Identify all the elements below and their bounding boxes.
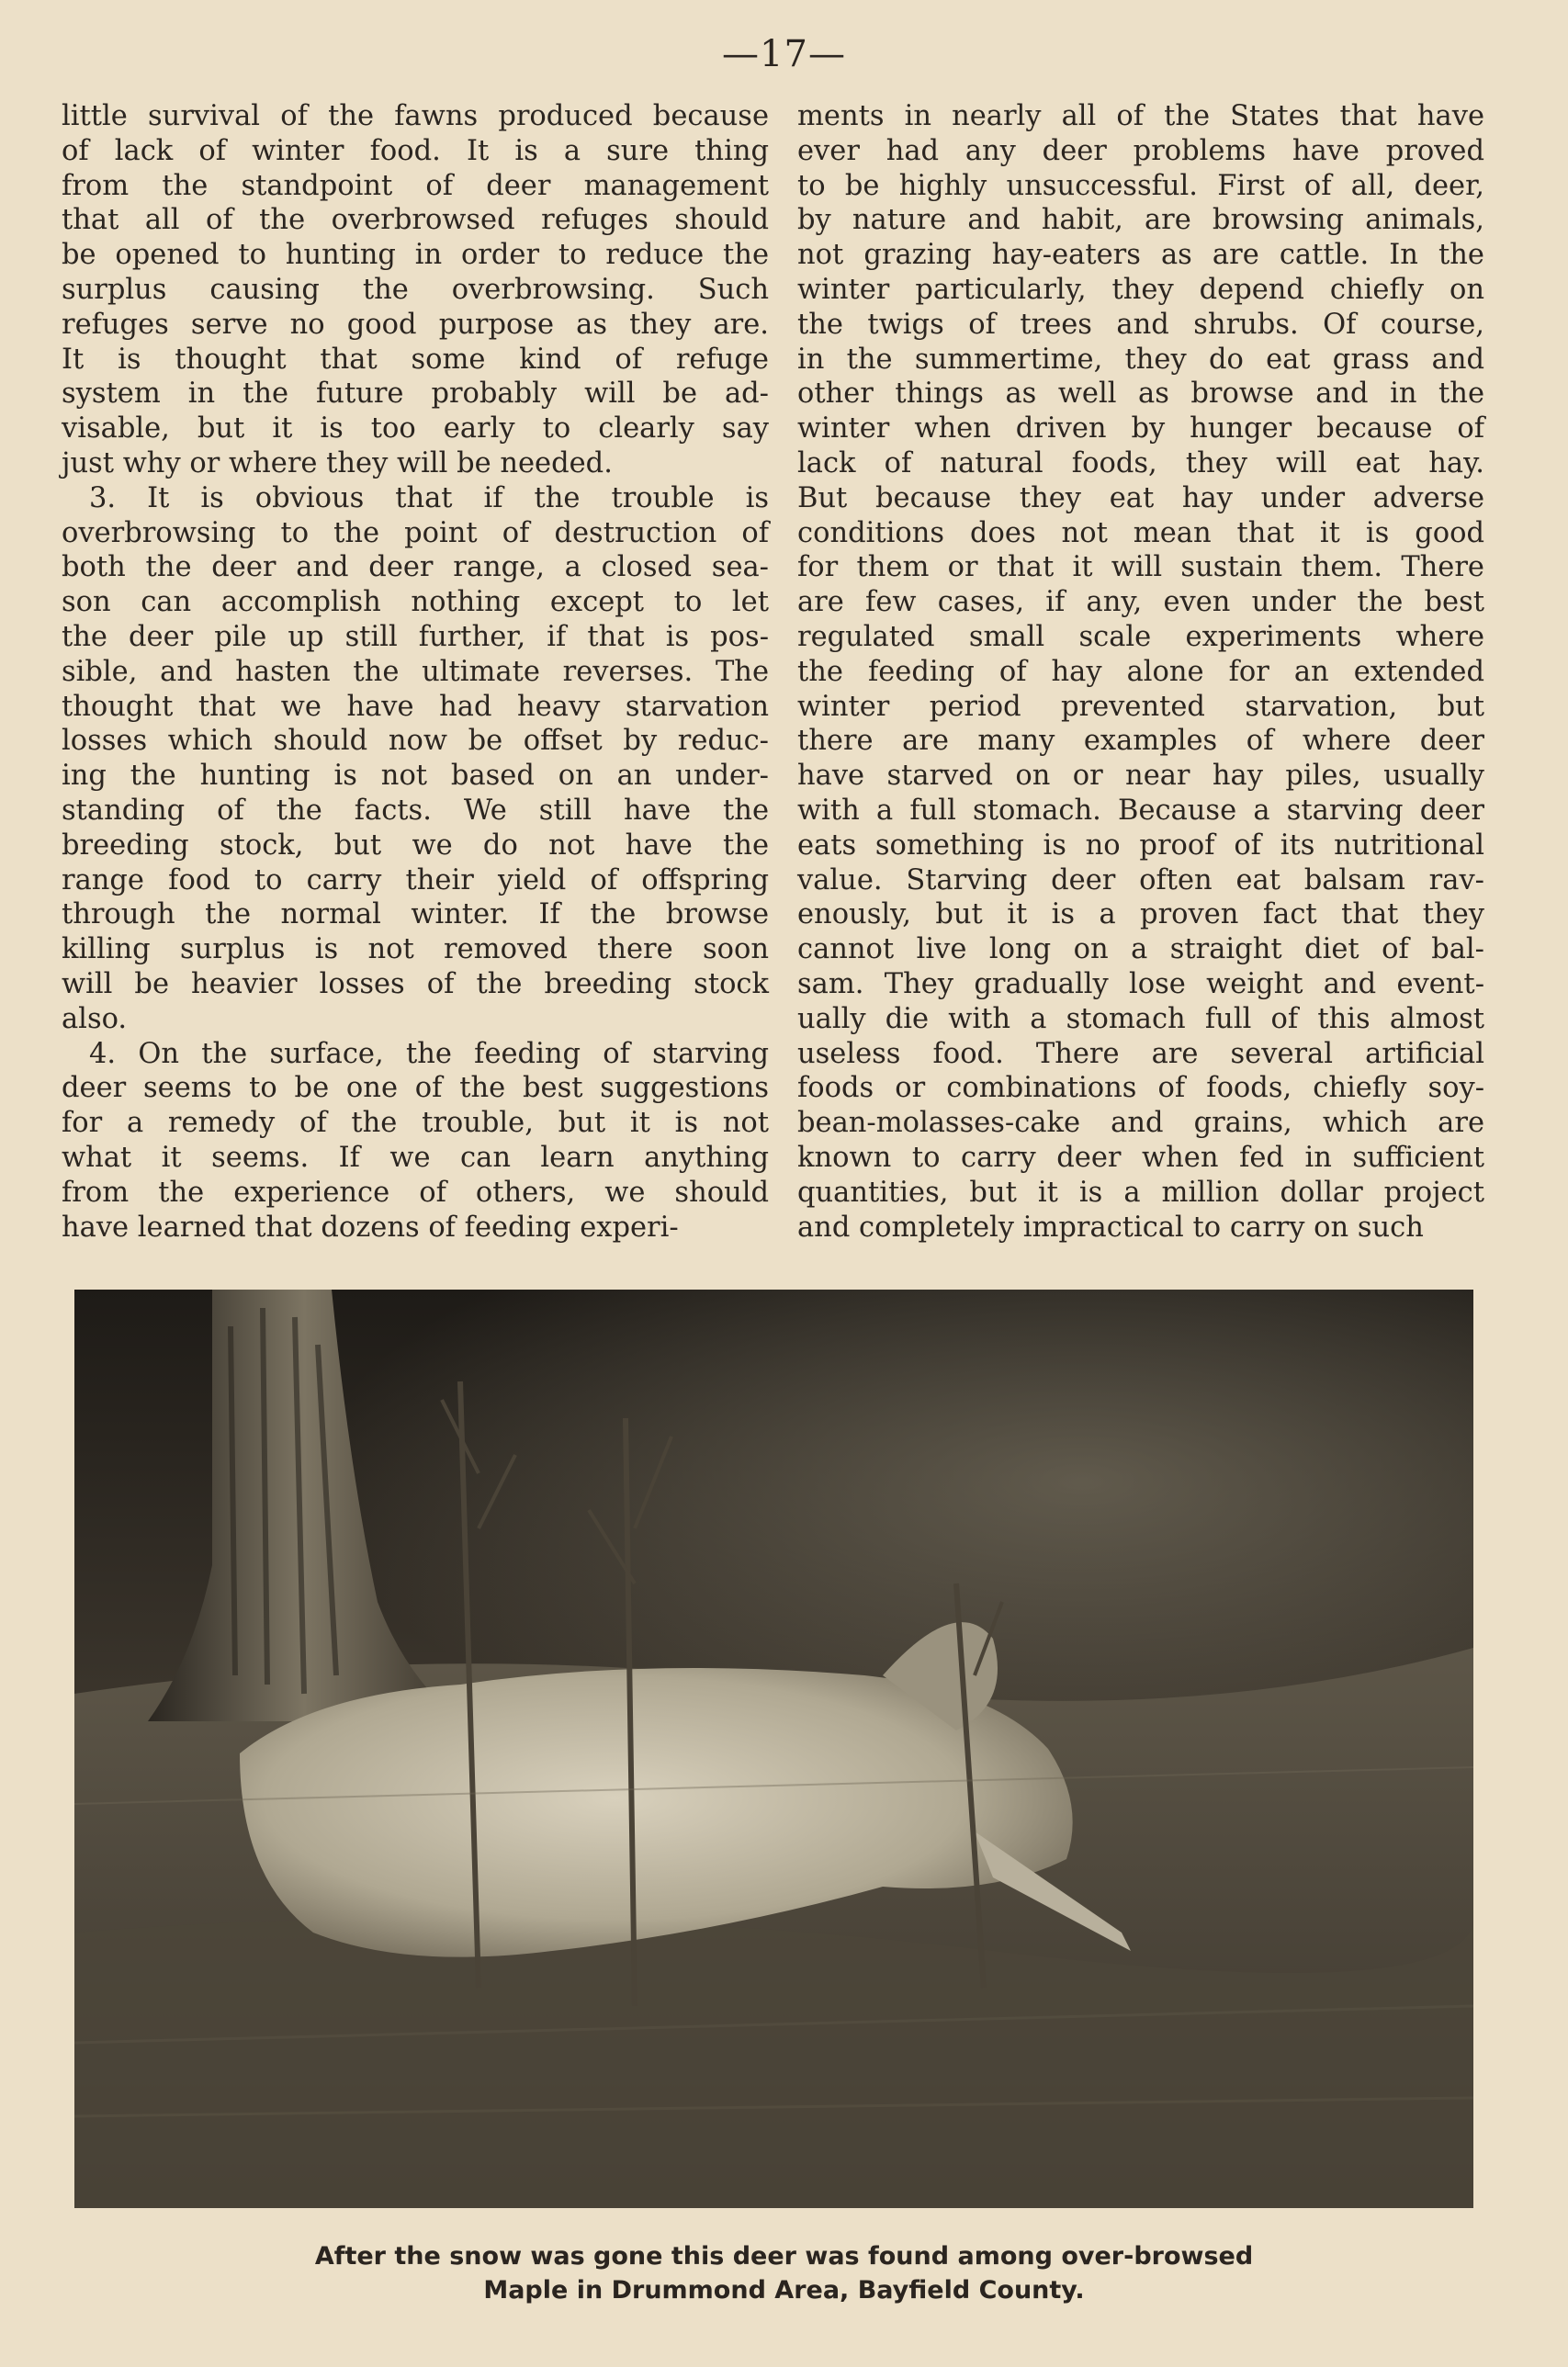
text-line: will be heavier losses of the breeding stock: [62, 967, 769, 1000]
caption-line-2: Maple in Drummond Area, Bayfield County.: [483, 2276, 1085, 2305]
text-line: through the normal winter. If the browse: [62, 898, 769, 931]
text-line: eats something is no proof of its nutritional: [797, 828, 1484, 862]
deer-photograph: [74, 1290, 1473, 2208]
text-line: from the experience of others, we should: [62, 1176, 769, 1209]
text-line: overbrowsing to the point of destruction of: [62, 516, 769, 549]
text-line: conditions does not mean that it is good: [797, 516, 1484, 549]
text-line: to be highly unsuccessful. First of all, deer,: [797, 169, 1484, 202]
text-line: are few cases, if any, even under the best: [797, 586, 1484, 619]
text-line: the deer pile up still further, if that is pos-: [62, 620, 769, 653]
text-line: useless food. There are several artificial: [797, 1037, 1484, 1070]
text-line: losses which should now be offset by reduc-: [62, 725, 769, 758]
text-line: ually die with a stomach full of this almost: [797, 1002, 1484, 1035]
text-line: winter period prevented starvation, but: [797, 690, 1484, 723]
text-line: sam. They gradually lose weight and event-: [797, 967, 1484, 1000]
text-line: of lack of winter food. It is a sure thing: [62, 134, 769, 167]
text-line: standing of the facts. We still have the: [62, 794, 769, 827]
text-line: have starved on or near hay piles, usually: [797, 760, 1484, 793]
text-line: winter when driven by hunger because of: [797, 412, 1484, 445]
text-line: be opened to hunting in order to reduce the: [62, 239, 769, 272]
text-line: there are many examples of where deer: [797, 725, 1484, 758]
right-text-column: [797, 99, 1484, 1245]
text-line: by nature and habit, are browsing animals,: [797, 204, 1484, 237]
text-line: son can accomplish nothing except to let: [62, 586, 769, 619]
text-line: other things as well as browse and in the: [797, 378, 1484, 411]
text-line: surplus causing the overbrowsing. Such: [62, 273, 769, 306]
text-line: little survival of the fawns produced because: [62, 100, 769, 132]
text-line: just why or where they will be needed.: [62, 446, 613, 479]
text-line: also.: [62, 1002, 128, 1035]
text-line: 4. On the surface, the feeding of starving: [89, 1037, 769, 1070]
text-line: killing surplus is not removed there soon: [62, 933, 769, 966]
text-line: and completely impractical to carry on such: [797, 1211, 1424, 1244]
text-line: bean-molasses-cake and grains, which are: [797, 1107, 1484, 1140]
text-line: visable, but it is too early to clearly say: [62, 412, 769, 445]
text-line: from the standpoint of deer management: [62, 169, 769, 202]
photo-caption: [0, 2239, 1568, 2307]
text-line: breeding stock, but we do not have the: [62, 828, 769, 862]
text-line: ing the hunting is not based on an under-: [62, 760, 769, 793]
text-line: not grazing hay-eaters as are cattle. In the: [797, 239, 1484, 272]
text-line: thought that we have had heavy starvation: [62, 690, 769, 723]
text-line: winter particularly, they depend chiefly on: [797, 273, 1484, 306]
text-line: refuges serve no good purpose as they are.: [62, 308, 769, 341]
text-line: with a full stomach. Because a starving deer: [797, 794, 1484, 827]
text-line: ments in nearly all of the States that have: [797, 100, 1484, 132]
page-number: —17—: [722, 33, 846, 75]
text-line: have learned that dozens of feeding experi-: [62, 1211, 679, 1244]
text-line: range food to carry their yield of offspring: [62, 863, 769, 896]
text-line: quantities, but it is a million dollar project: [797, 1176, 1484, 1209]
text-line: regulated small scale experiments where: [797, 620, 1484, 653]
text-line: But because they eat hay under adverse: [797, 481, 1484, 514]
text-line: lack of natural foods, they will eat hay.: [797, 446, 1484, 479]
text-line: deer seems to be one of the best suggestions: [62, 1072, 769, 1105]
left-text-column: [62, 99, 769, 1245]
text-line: ever had any deer problems have proved: [797, 134, 1484, 167]
text-line: both the deer and deer range, a closed sea-: [62, 551, 769, 584]
text-line: that all of the overbrowsed refuges should: [62, 204, 769, 237]
text-line: foods or combinations of foods, chiefly soy-: [797, 1072, 1484, 1105]
text-line: the twigs of trees and shrubs. Of course,: [797, 308, 1484, 341]
text-line: in the summertime, they do eat grass and: [797, 343, 1484, 376]
text-line: cannot live long on a straight diet of bal-: [797, 933, 1484, 966]
text-line: It is thought that some kind of refuge: [62, 343, 769, 376]
text-line: enously, but it is a proven fact that they: [797, 898, 1484, 931]
text-line: sible, and hasten the ultimate reverses. The: [62, 655, 769, 688]
caption-line-1: After the snow was gone this deer was found among over-browsed: [314, 2242, 1254, 2271]
text-line: 3. It is obvious that if the trouble is: [89, 481, 769, 514]
text-line: value. Starving deer often eat balsam rav-: [797, 863, 1484, 896]
text-line: the feeding of hay alone for an extended: [797, 655, 1484, 688]
text-line: what it seems. If we can learn anything: [62, 1141, 769, 1174]
text-line: system in the future probably will be ad-: [62, 378, 769, 411]
text-line: for a remedy of the trouble, but it is not: [62, 1107, 769, 1140]
text-line: known to carry deer when fed in sufficient: [797, 1141, 1484, 1174]
text-line: for them or that it will sustain them. There: [797, 551, 1484, 584]
